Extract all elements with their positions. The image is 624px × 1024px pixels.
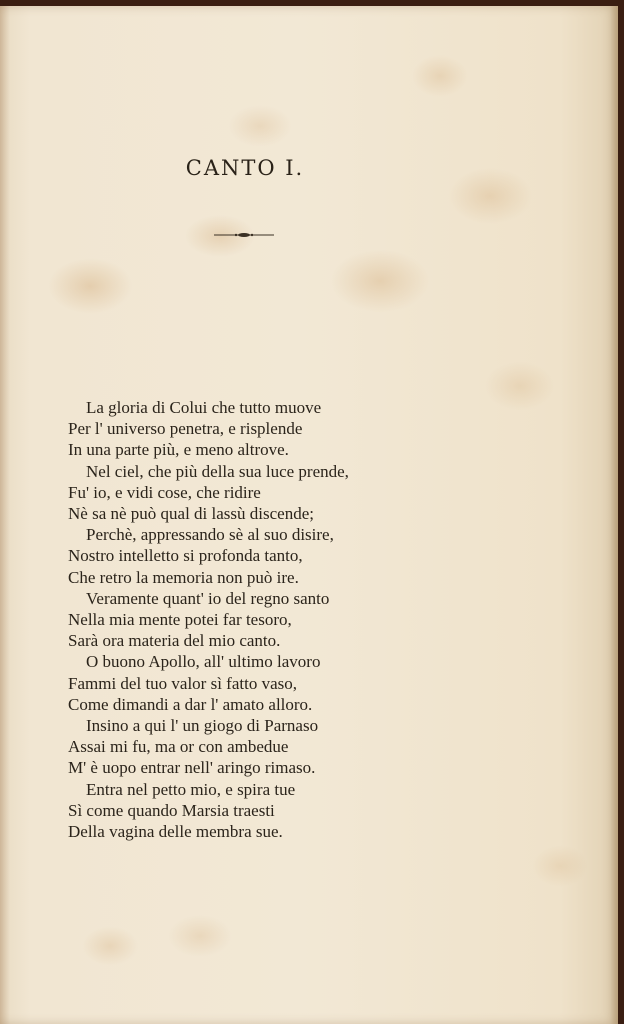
verse-line: Nel ciel, che più della sua luce prende,	[86, 461, 349, 481]
verse-line: In una parte più, e meno altrove.	[68, 440, 289, 460]
verse-line: Sarà ora materia del mio canto.	[68, 631, 281, 651]
verse-line: Nostro intelletto si profonda tanto,	[68, 546, 303, 566]
canto-title: CANTO I.	[185, 156, 305, 180]
verse-line: Nella mia mente potei far tesoro,	[68, 610, 292, 630]
book-page	[0, 6, 618, 1024]
verse-line: Veramente quant' io del regno santo	[86, 588, 330, 608]
verse-line: Perchè, appressando sè al suo disire,	[86, 525, 334, 545]
verse-line: Fu' io, e vidi cose, che ridire	[68, 482, 261, 502]
verse-line: Che retro la memoria non può ire.	[68, 567, 299, 587]
title-ornament	[214, 232, 274, 238]
verse-line: Come dimandi a dar l' amato alloro.	[68, 694, 313, 714]
verse-line: Nè sa nè può qual di lassù discende;	[68, 504, 314, 524]
verse-line: O buono Apollo, all' ultimo lavoro	[86, 652, 321, 672]
verse-block	[68, 397, 588, 842]
verse-line: Della vagina delle membra sue.	[68, 822, 283, 842]
verse-line: Fammi del tuo valor sì fatto vaso,	[68, 673, 297, 693]
verse-line: Insino a qui l' un giogo di Parnaso	[86, 716, 319, 736]
verse-line: Entra nel petto mio, e spira tue	[86, 779, 296, 799]
verse-line: La gloria di Colui che tutto muove	[86, 398, 322, 417]
verse-line: M' è uopo entrar nell' aringo rimaso.	[68, 758, 316, 778]
verse-line: Per l' universo penetra, e risplende	[68, 419, 303, 439]
verse-line: Assai mi fu, ma or con ambedue	[68, 737, 289, 757]
verse-line: Sì come quando Marsia traesti	[68, 800, 275, 820]
